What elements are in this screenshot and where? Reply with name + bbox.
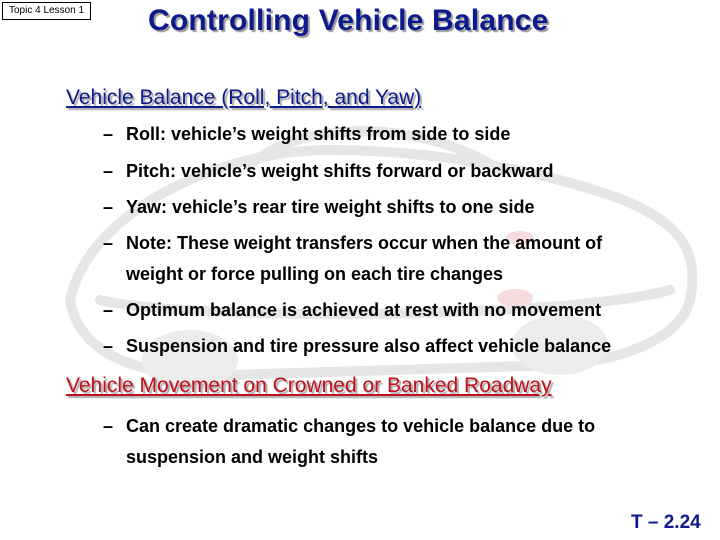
list-item [103,192,534,223]
list-item-text: Optimum balance is achieved at rest with no movement [126,300,602,320]
list-item-text-continued: weight or force pulling on each tire changes [126,264,504,284]
list-item [103,411,595,473]
section-heading-roadway: Vehicle Movement on Crowned or Banked Roadway [66,374,552,397]
bullet-dash: – [103,124,114,144]
list-item-text: Pitch: vehicle’s weight shifts forward or backward [126,161,554,181]
list-item [103,295,601,326]
list-item [103,228,602,290]
topic-tag: Topic 4 Lesson 1 [2,2,91,20]
bullet-dash: – [103,416,114,436]
bullet-dash: – [103,300,114,320]
list-item [103,119,510,150]
list-item-text: Roll: vehicle’s weight shifts from side to side [126,124,511,144]
list-item-text: Suspension and tire pressure also affect vehicle balance [126,336,612,356]
list-item-text: Can create dramatic changes to vehicle balance due to [126,416,596,436]
list-item [103,331,611,362]
list-item-text: Note: These weight transfers occur when the amount of [126,233,603,253]
list-item-text: Yaw: vehicle’s rear tire weight shifts to one side [126,197,535,217]
page-title: Controlling Vehicle Balance [148,4,549,37]
list-item-text-continued: suspension and weight shifts [126,447,379,467]
section-heading-balance: Vehicle Balance (Roll, Pitch, and Yaw) [66,86,422,109]
slide-number: T – 2.24 [631,512,701,533]
bullet-dash: – [103,233,114,253]
bullet-dash: – [103,197,114,217]
list-item [103,156,553,187]
bullet-dash: – [103,336,114,356]
bullet-dash: – [103,161,114,181]
